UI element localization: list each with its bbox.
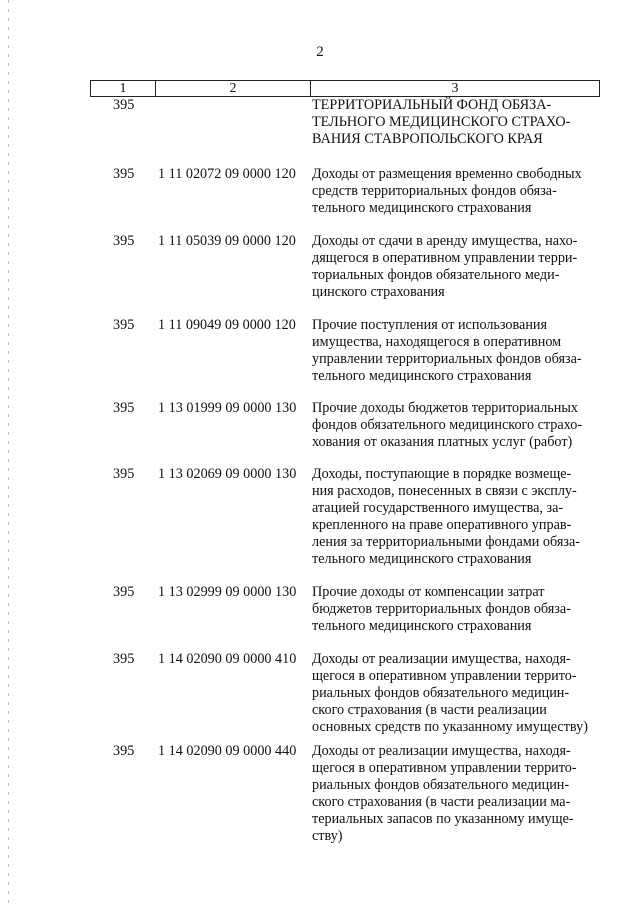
description-line: Доходы от реализации имущества, находя- — [312, 743, 571, 759]
description-line: Прочие доходы от компенсации затрат — [312, 584, 545, 600]
description-line: Доходы от размещения временно свободных — [312, 166, 582, 182]
description-line: крепленного на праве оперативного управ- — [312, 517, 572, 533]
row-description — [312, 651, 604, 736]
description-line: ториальных фондов обязательного меди- — [312, 267, 560, 283]
description-line: управлении территориальных фондов обяза- — [312, 351, 582, 367]
header-col-1: 1 — [91, 81, 156, 96]
row-description — [312, 400, 604, 451]
page-number: 2 — [316, 44, 324, 60]
description-line: фондов обязательного медицинского страхо- — [312, 417, 583, 433]
description-line: бюджетов территориальных фондов обяза- — [312, 601, 571, 617]
row-description — [312, 584, 604, 635]
admin-code: 395 — [113, 651, 135, 667]
description-line: атацией государственного имущества, за- — [312, 500, 564, 516]
description-line: хования от оказания платных услуг (работ) — [312, 434, 573, 450]
admin-code: 395 — [113, 317, 135, 333]
description-line: тельного медицинского страхования — [312, 368, 532, 384]
budget-code: 1 13 01999 09 0000 130 — [158, 400, 297, 416]
admin-code: 395 — [113, 233, 135, 249]
budget-code: 1 11 05039 09 0000 120 — [158, 233, 296, 249]
budget-code: 1 14 02090 09 0000 440 — [158, 743, 297, 759]
description-line: имущества, находящегося в оперативном — [312, 334, 562, 350]
description-line: териальных запасов по указанному имуще- — [312, 811, 574, 827]
row-description — [312, 166, 604, 217]
budget-code: 1 13 02999 09 0000 130 — [158, 584, 297, 600]
admin-code: 395 — [113, 743, 135, 759]
row-description — [312, 743, 604, 845]
header-col-2: 2 — [156, 81, 311, 96]
description-line: цинского страхования — [312, 284, 445, 300]
description-line: ТЕЛЬНОГО МЕДИЦИНСКОГО СТРАХО- — [312, 114, 571, 130]
description-line: Прочие доходы бюджетов территориальных — [312, 400, 578, 416]
row-description — [312, 97, 604, 148]
description-line: тельного медицинского страхования — [312, 551, 532, 567]
description-line: ству) — [312, 828, 343, 844]
description-line: средств территориальных фондов обяза- — [312, 183, 557, 199]
table-header — [90, 80, 600, 97]
header-col-3: 3 — [451, 81, 459, 96]
description-line: Доходы от сдачи в аренду имущества, нахо- — [312, 233, 578, 249]
admin-code: 395 — [113, 584, 135, 600]
budget-code: 1 11 09049 09 0000 120 — [158, 317, 296, 333]
description-line: дящегося в оперативном управлении терри- — [312, 250, 578, 266]
description-line: щегося в оперативном управлении террито- — [312, 760, 577, 776]
description-line: ского страхования (в части реализации ма- — [312, 794, 571, 810]
description-line: тельного медицинского страхования — [312, 200, 532, 216]
admin-code: 395 — [113, 97, 135, 113]
admin-code: 395 — [113, 166, 135, 182]
row-description — [312, 233, 604, 301]
admin-code: 395 — [113, 400, 135, 416]
description-line: щегося в оперативном управлении террито- — [312, 668, 577, 684]
description-line: ния расходов, понесенных в связи с эксплу- — [312, 483, 577, 499]
description-line: ВАНИЯ СТАВРОПОЛЬСКОГО КРАЯ — [312, 131, 543, 147]
description-line: тельного медицинского страхования — [312, 618, 532, 634]
description-line: ТЕРРИТОРИАЛЬНЫЙ ФОНД ОБЯЗА- — [312, 97, 552, 113]
description-line: ского страхования (в части реализации — [312, 702, 547, 718]
budget-code: 1 13 02069 09 0000 130 — [158, 466, 297, 482]
description-line: Прочие поступления от использования — [312, 317, 548, 333]
description-line: Доходы, поступающие в порядке возмеще- — [312, 466, 572, 482]
scan-margin-line — [8, 0, 9, 905]
admin-code: 395 — [113, 466, 135, 482]
description-line: Доходы от реализации имущества, находя- — [312, 651, 571, 667]
budget-code: 1 14 02090 09 0000 410 — [158, 651, 297, 667]
row-description — [312, 317, 604, 385]
description-line: риальных фондов обязательного медицин- — [312, 685, 570, 701]
description-line: ления за территориальными фондами обяза- — [312, 534, 580, 550]
row-description — [312, 466, 604, 568]
description-line: риальных фондов обязательного медицин- — [312, 777, 570, 793]
description-line: основных средств по указанному имуществу) — [312, 719, 588, 735]
budget-code: 1 11 02072 09 0000 120 — [158, 166, 296, 182]
